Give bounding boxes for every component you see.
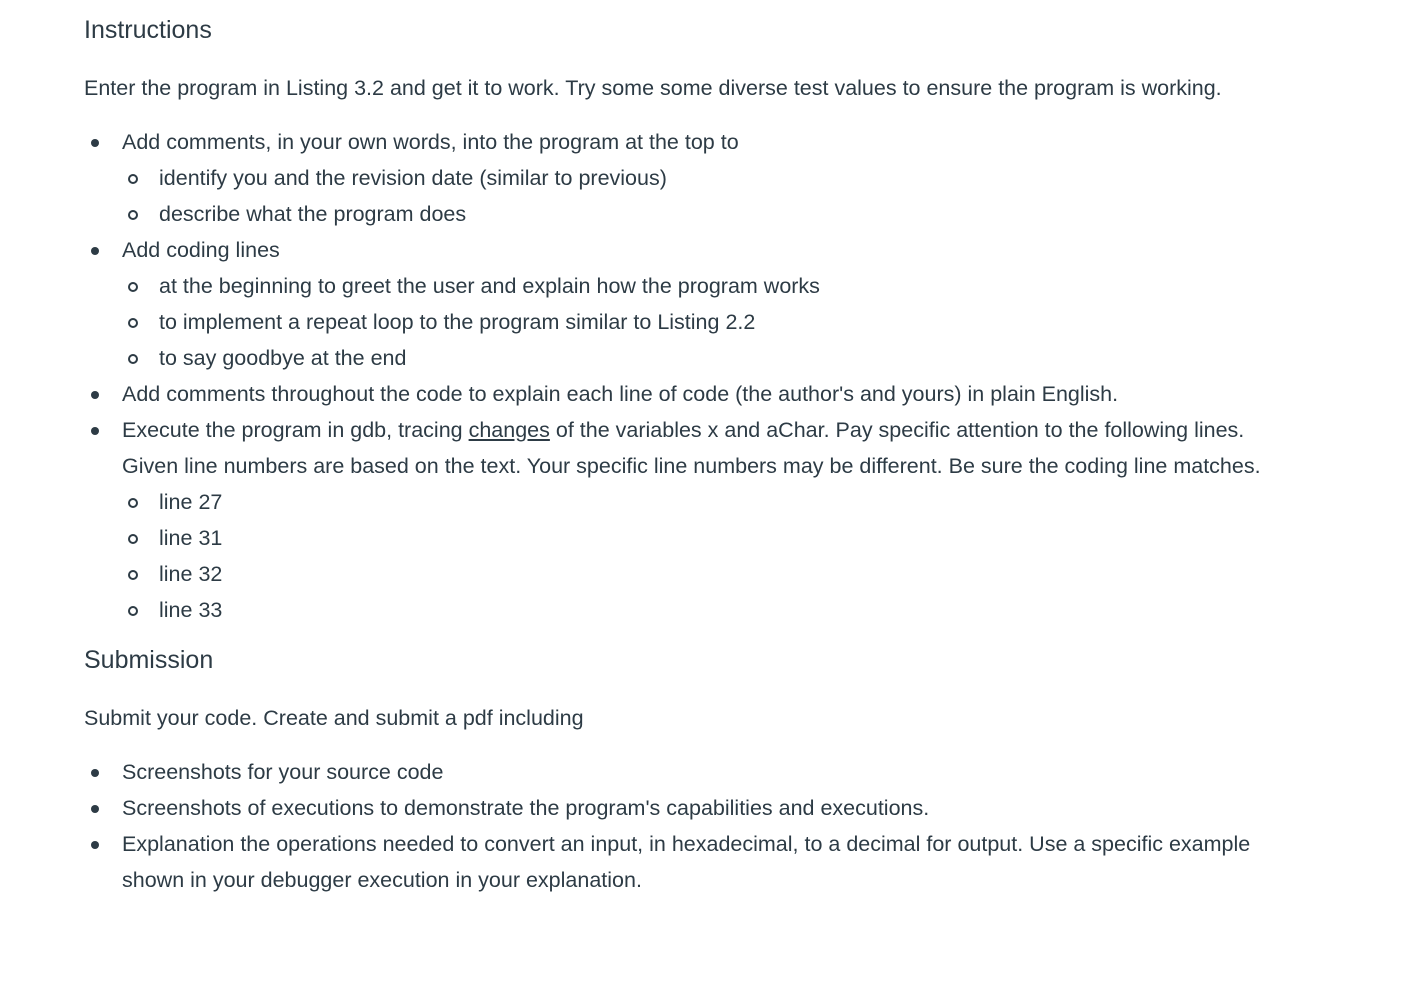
sub-list (122, 484, 1264, 628)
list-item (84, 412, 1264, 628)
list-item-text: Add coding lines (122, 238, 280, 262)
list-item-text: Add comments, in your own words, into the program at the top to (122, 130, 739, 154)
list-item-text-before: Execute the program in gdb, tracing (122, 418, 469, 442)
list-item (84, 376, 1264, 412)
instructions-intro: Enter the program in Listing 3.2 and get it to work. Try some some diverse test values to ensure the program is working. (84, 76, 1222, 100)
sub-list (122, 268, 1264, 376)
sub-list-item: line 27 (122, 484, 1264, 520)
sub-list-item: line 32 (122, 556, 1264, 592)
list-item-text-after: of the variables x and aChar. Pay specific attention to the following lines. Given line numbers are based on the text. Your specific line numbers may be different. Be sure the coding line matches. (122, 418, 1261, 478)
sub-list-item: to say goodbye at the end (122, 340, 1264, 376)
sub-list (122, 160, 1264, 232)
list-item: Explanation the operations needed to convert an input, in hexadecimal, to a decimal for output. Use a specific example shown in your debugger execution in your explanation. (84, 826, 1264, 898)
list-item: Screenshots of executions to demonstrate the program's capabilities and executions. (84, 790, 1264, 826)
sub-list-item: line 31 (122, 520, 1264, 556)
submission-list (84, 754, 1264, 898)
list-item (84, 232, 1264, 376)
sub-list-item: at the beginning to greet the user and explain how the program works (122, 268, 1264, 304)
assignment-content (84, 0, 1264, 898)
instructions-list (84, 124, 1264, 628)
sub-list-item: to implement a repeat loop to the program similar to Listing 2.2 (122, 304, 1264, 340)
sub-list-item: line 33 (122, 592, 1264, 628)
submission-heading: Submission (84, 646, 214, 674)
list-item (84, 124, 1264, 232)
submission-intro: Submit your code. Create and submit a pdf including (84, 706, 584, 730)
list-item: Screenshots for your source code (84, 754, 1264, 790)
sub-list-item: identify you and the revision date (similar to previous) (122, 160, 1264, 196)
instructions-heading: Instructions (84, 16, 212, 44)
underlined-changes: changes (468, 418, 550, 442)
list-item-text: Add comments throughout the code to explain each line of code (the author's and yours) in plain English. (122, 382, 1119, 406)
sub-list-item: describe what the program does (122, 196, 1264, 232)
